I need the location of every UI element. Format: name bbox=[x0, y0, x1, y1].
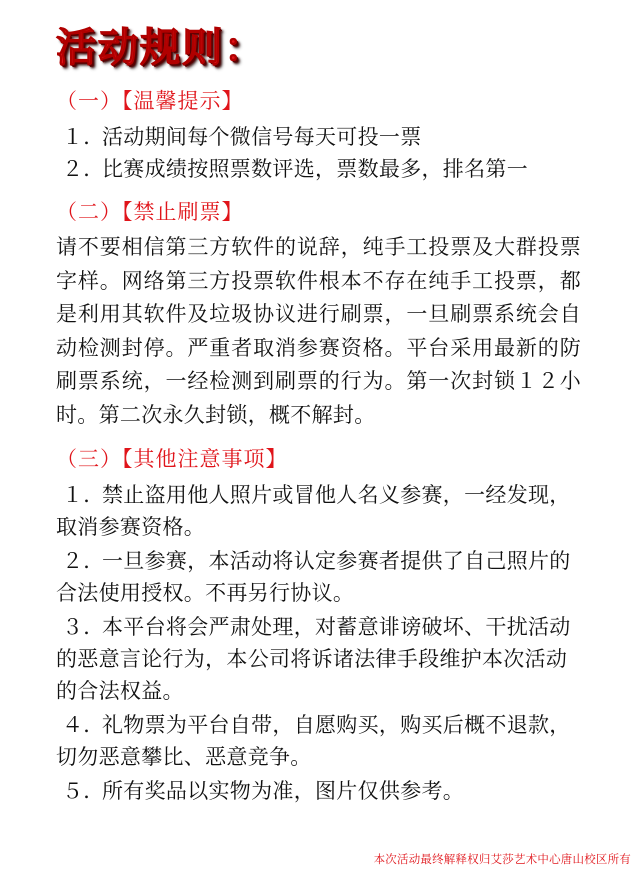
list-item bbox=[56, 121, 581, 153]
item-number: ２． bbox=[62, 157, 105, 181]
item-text: 一旦参赛，本活动将认定参赛者提供了自己照片的合法使用授权。不再另行协议。 bbox=[56, 549, 571, 605]
item-number: ３． bbox=[62, 615, 105, 639]
list-item bbox=[56, 479, 581, 543]
footer-disclaimer: 本次活动最终解释权归艾莎艺术中心唐山校区所有 bbox=[373, 852, 631, 866]
section-heading-other-notes: （三）【其他注意事项】 bbox=[56, 447, 288, 471]
item-number: １． bbox=[62, 125, 105, 149]
section-heading-tips: （一）【温馨提示】 bbox=[56, 89, 244, 113]
item-text: 活动期间每个微信号每天可投一票 bbox=[102, 125, 422, 149]
item-text: 所有奖品以实物为准，图片仅供参考。 bbox=[102, 779, 465, 803]
section-heading-anti-cheat: （二）【禁止刷票】 bbox=[56, 200, 244, 224]
page-title: 活动规则： bbox=[56, 25, 266, 71]
item-text: 礼物票为平台自带，自愿购买，购买后概不退款，切勿恶意攀比、恶意竞争。 bbox=[56, 713, 571, 769]
tips-list bbox=[56, 121, 581, 185]
list-item bbox=[56, 611, 581, 707]
anti-cheat-paragraph: 请不要相信第三方软件的说辞，纯手工投票及大群投票字样。网络第三方投票软件根本不存在纯手工投票，都是利用其软件及垃圾协议进行刷票，一旦刷票系统会自动检测封停。严重者取消参赛资格。平台采用最新的防刷票系统，一经检测到刷票的行为。第一次封锁１２小时。第二次永久封锁，概不解封。 bbox=[56, 235, 581, 427]
item-number: ４． bbox=[62, 713, 105, 737]
item-text: 比赛成绩按照票数评选，票数最多，排名第一 bbox=[102, 157, 528, 181]
item-text: 本平台将会严肃处理，对蓄意诽谤破坏、干扰活动的恶意言论行为，本公司将诉诸法律手段维护本次活动的合法权益。 bbox=[56, 615, 571, 703]
list-item bbox=[56, 545, 581, 609]
item-number: ２． bbox=[62, 549, 105, 573]
list-item bbox=[56, 153, 581, 185]
list-item bbox=[56, 709, 581, 773]
section-anti-cheat bbox=[56, 197, 581, 432]
item-number: １． bbox=[62, 483, 105, 507]
section-other-notes bbox=[56, 444, 581, 807]
section-tips bbox=[56, 86, 581, 185]
item-number: ５． bbox=[62, 779, 105, 803]
item-text: 禁止盗用他人照片或冒他人名义参赛，一经发现，取消参赛资格。 bbox=[56, 483, 571, 539]
list-item bbox=[56, 775, 581, 807]
notes-list bbox=[56, 479, 581, 807]
